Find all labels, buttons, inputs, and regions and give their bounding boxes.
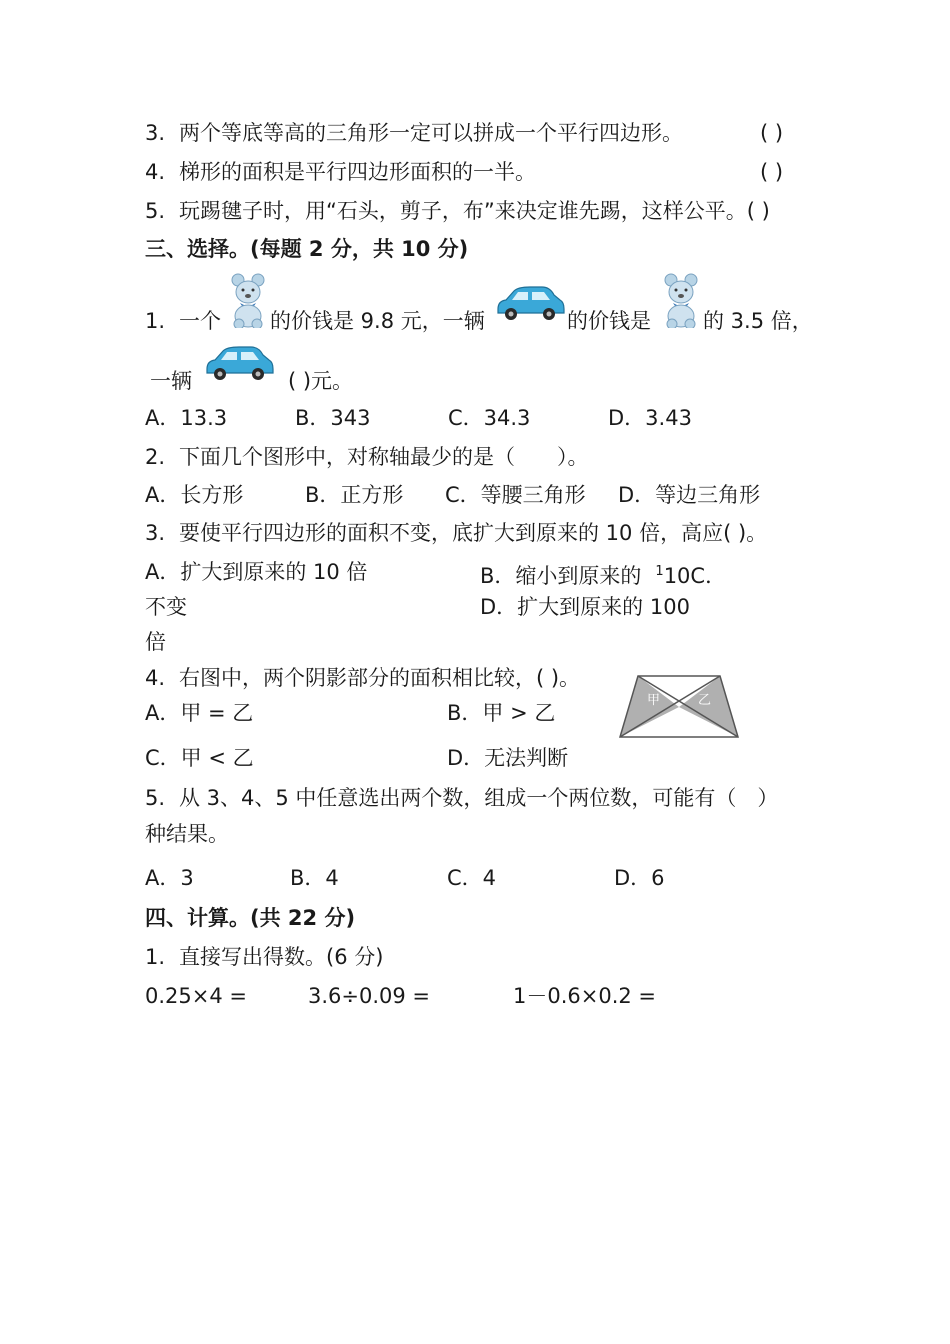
q4-text: 右图中，两个阴影部分的面积相比较，( )。 [179,666,581,690]
s4-q1-text: 直接写出得数。(6 分) [179,945,384,969]
q5-text: 从 3、4、5 中任意选出两个数，组成一个两位数，可能有（ ） [179,786,779,810]
item-number: 5. [145,199,166,223]
s4-q1-number: 1. [145,945,166,969]
q1-option-a[interactable]: A．13.3 [145,406,228,430]
option-c-label[interactable]: C． [690,564,727,588]
bear-toy-icon [661,272,701,328]
q1-number: 1. [145,309,166,333]
q3-option-c-text[interactable]: 不变 [145,595,187,619]
q3-option-b[interactable] [480,559,726,589]
q1-text-a: 一个 [179,309,221,333]
item-number: 4. [145,160,166,184]
q2-number: 2. [145,445,166,469]
q5-number: 5. [145,786,166,810]
q3-text: 要使平行四边形的面积不变，底扩大到原来的 10 倍，高应( )。 [179,521,768,545]
q5-option-d[interactable]: D．6 [614,866,665,890]
q1-option-b[interactable]: B．343 [295,406,371,430]
fraction-denominator: 10 [663,564,691,588]
q1-option-c[interactable]: C．34.3 [448,406,531,430]
answer-blank[interactable]: ( ) [760,121,784,145]
fraction-numerator: 1 [655,564,664,579]
q1-text-e: 一辆 [150,369,192,393]
q5-option-b[interactable]: B．4 [290,866,339,890]
q4-option-d[interactable]: D．无法判断 [447,746,569,770]
tf-item-4 [145,159,536,185]
q1-answer-blank[interactable]: ( )元。 [288,369,354,393]
calc-problem[interactable]: 1－0.6×0.2 = [513,984,657,1008]
calc-problem[interactable]: 3.6÷0.09 = [308,984,431,1008]
item-text: 玩踢毽子时，用“石头，剪子，布”来决定谁先踢，这样公平。( ) [179,199,770,223]
q4-number: 4. [145,666,166,690]
q5-option-c[interactable]: C．4 [447,866,497,890]
q1-text-c: 的价钱是 [567,309,651,333]
q4-option-b[interactable]: B．甲 > 乙 [447,701,556,725]
q2-option-b[interactable]: B．正方形 [305,483,404,507]
calc-problem[interactable]: 0.25×4 = [145,984,247,1008]
item-number: 3. [145,121,166,145]
q3-option-d-tail: 倍 [145,630,166,654]
q2-option-a[interactable]: A．长方形 [145,483,244,507]
q2-option-c[interactable]: C．等腰三角形 [445,483,586,507]
q3-option-d[interactable]: D．扩大到原来的 100 [480,595,690,619]
trapezoid-figure [617,674,741,740]
label-jia: 甲 [647,693,661,708]
item-text: 两个等底等高的三角形一定可以拼成一个平行四边形。 [179,121,683,145]
q4-option-c[interactable]: C．甲 < 乙 [145,746,254,770]
answer-blank[interactable]: ( ) [760,160,784,184]
section-3-title: 三、选择。(每题 2 分，共 10 分) [145,237,469,261]
q1-option-d[interactable]: D．3.43 [608,406,692,430]
q3-number: 3. [145,521,166,545]
q4-option-a[interactable]: A．甲 = 乙 [145,701,254,725]
tf-item-5 [145,198,770,224]
tf-item-3 [145,120,683,146]
q2-text: 下面几个图形中，对称轴最少的是（ ）。 [179,445,589,469]
section-4-title: 四、计算。(共 22 分) [145,906,356,930]
q3-option-a[interactable]: A．扩大到原来的 10 倍 [145,560,368,584]
bear-toy-icon [228,272,268,328]
q2-option-d[interactable]: D．等边三角形 [618,483,761,507]
q1-text-d: 的 3.5 倍， [703,309,813,333]
label-yi: 乙 [698,693,712,708]
item-text: 梯形的面积是平行四边形面积的一半。 [179,160,536,184]
q1-text-b: 的价钱是 9.8 元，一辆 [270,309,485,333]
car-toy-icon [202,343,276,385]
option-b-text: B．缩小到原来的 [480,564,642,588]
car-toy-icon [494,283,566,325]
q5-text-cont: 种结果。 [145,822,229,846]
q5-option-a[interactable]: A．3 [145,866,194,890]
